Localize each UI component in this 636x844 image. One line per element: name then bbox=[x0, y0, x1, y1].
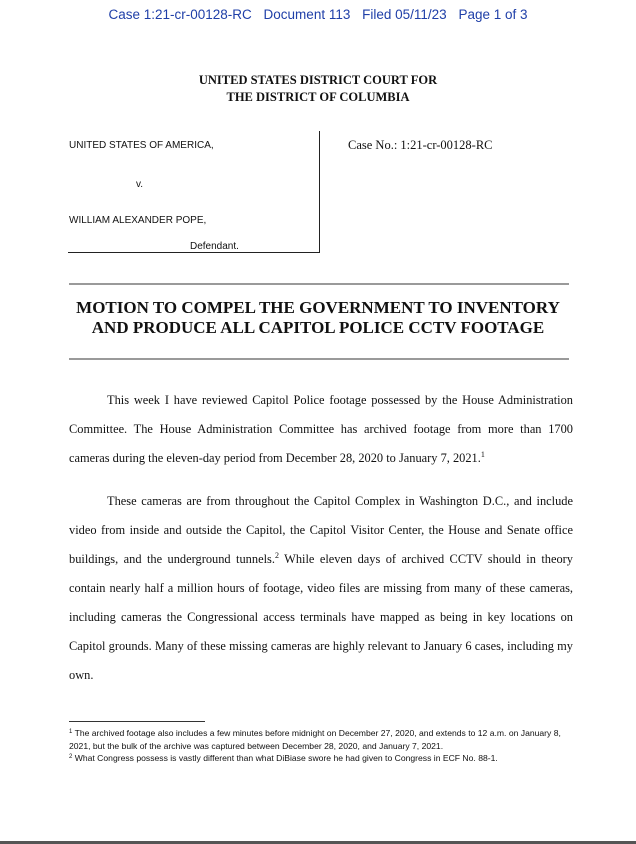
footnote-1-number: 1 bbox=[69, 729, 73, 735]
versus-label: v. bbox=[136, 179, 144, 190]
case-number-stamp: Case 1:21-cr-00128-RC bbox=[108, 7, 252, 22]
motion-title-line-2: AND PRODUCE ALL CAPITOL POLICE CCTV FOOTAGE bbox=[91, 318, 545, 337]
plaintiff-name: UNITED STATES OF AMERICA, bbox=[69, 140, 214, 151]
paragraph-2-text-a: These cameras are from throughout the Capitol Complex in Washington D.C., and include video from inside and outside the Capitol, the Capitol Visitor Center, the House and Senate office buildings, and the underground tunnels. bbox=[69, 494, 573, 566]
case-number-label: Case No.: 1:21-cr-00128-RC bbox=[348, 138, 493, 152]
footnote-1-text: The archived footage also includes a few minutes before midnight on December 27, 2020, and extends to 12 a.m. on January 8, 2021, but the bulk of the archive was captured between December 28, 2020, and January 7, 2021. bbox=[69, 728, 561, 751]
defendant-role-label: Defendant. bbox=[190, 241, 239, 252]
footnote-2 bbox=[69, 752, 575, 765]
defendant-name: WILLIAM ALEXANDER POPE, bbox=[69, 215, 207, 226]
court-heading bbox=[0, 72, 636, 106]
court-heading-line-1: UNITED STATES DISTRICT COURT FOR bbox=[198, 73, 438, 87]
paragraph-2 bbox=[69, 487, 573, 690]
footnotes bbox=[69, 727, 575, 765]
paragraph-2-text-b: While eleven days of archived CCTV should in theory contain nearly half a million hours of footage, video files are missing from many of these cameras, including cameras the Congressional access terminals have mapped as being in key locations on Capitol grounds. Many of these missing cameras are highly relevant to January 6 cases, including my own. bbox=[69, 552, 573, 682]
footnote-2-number: 2 bbox=[69, 754, 73, 760]
paragraph-1 bbox=[69, 386, 573, 473]
page-count-stamp: Page 1 of 3 bbox=[458, 7, 528, 22]
court-heading-line-2: THE DISTRICT OF COLUMBIA bbox=[226, 90, 410, 104]
title-rule-top bbox=[69, 283, 569, 285]
title-rule-bottom bbox=[69, 358, 569, 360]
footnote-ref-2: 2 bbox=[274, 551, 279, 560]
motion-title bbox=[0, 298, 636, 338]
motion-title-line-1: MOTION TO COMPEL THE GOVERNMENT TO INVENTORY bbox=[76, 298, 560, 317]
case-caption-box bbox=[68, 131, 320, 253]
footnote-separator bbox=[69, 721, 205, 722]
paragraph-1-text: This week I have reviewed Capitol Police footage possessed by the House Administration Committee. The House Administration Committee has archived footage from more than 1700 cameras during the eleven-day period from December 28, 2020 to January 7, 2021. bbox=[69, 393, 573, 465]
ecf-header-stamp bbox=[0, 7, 636, 22]
footnote-1 bbox=[69, 727, 575, 752]
document-number-stamp: Document 113 bbox=[263, 7, 351, 22]
motion-body bbox=[69, 386, 573, 704]
filed-date-stamp: Filed 05/11/23 bbox=[362, 7, 447, 22]
footnote-ref-1: 1 bbox=[480, 450, 485, 459]
footnote-2-text: What Congress possess is vastly different than what DiBiase swore he had given to Congress in ECF No. 88-1. bbox=[72, 753, 498, 763]
